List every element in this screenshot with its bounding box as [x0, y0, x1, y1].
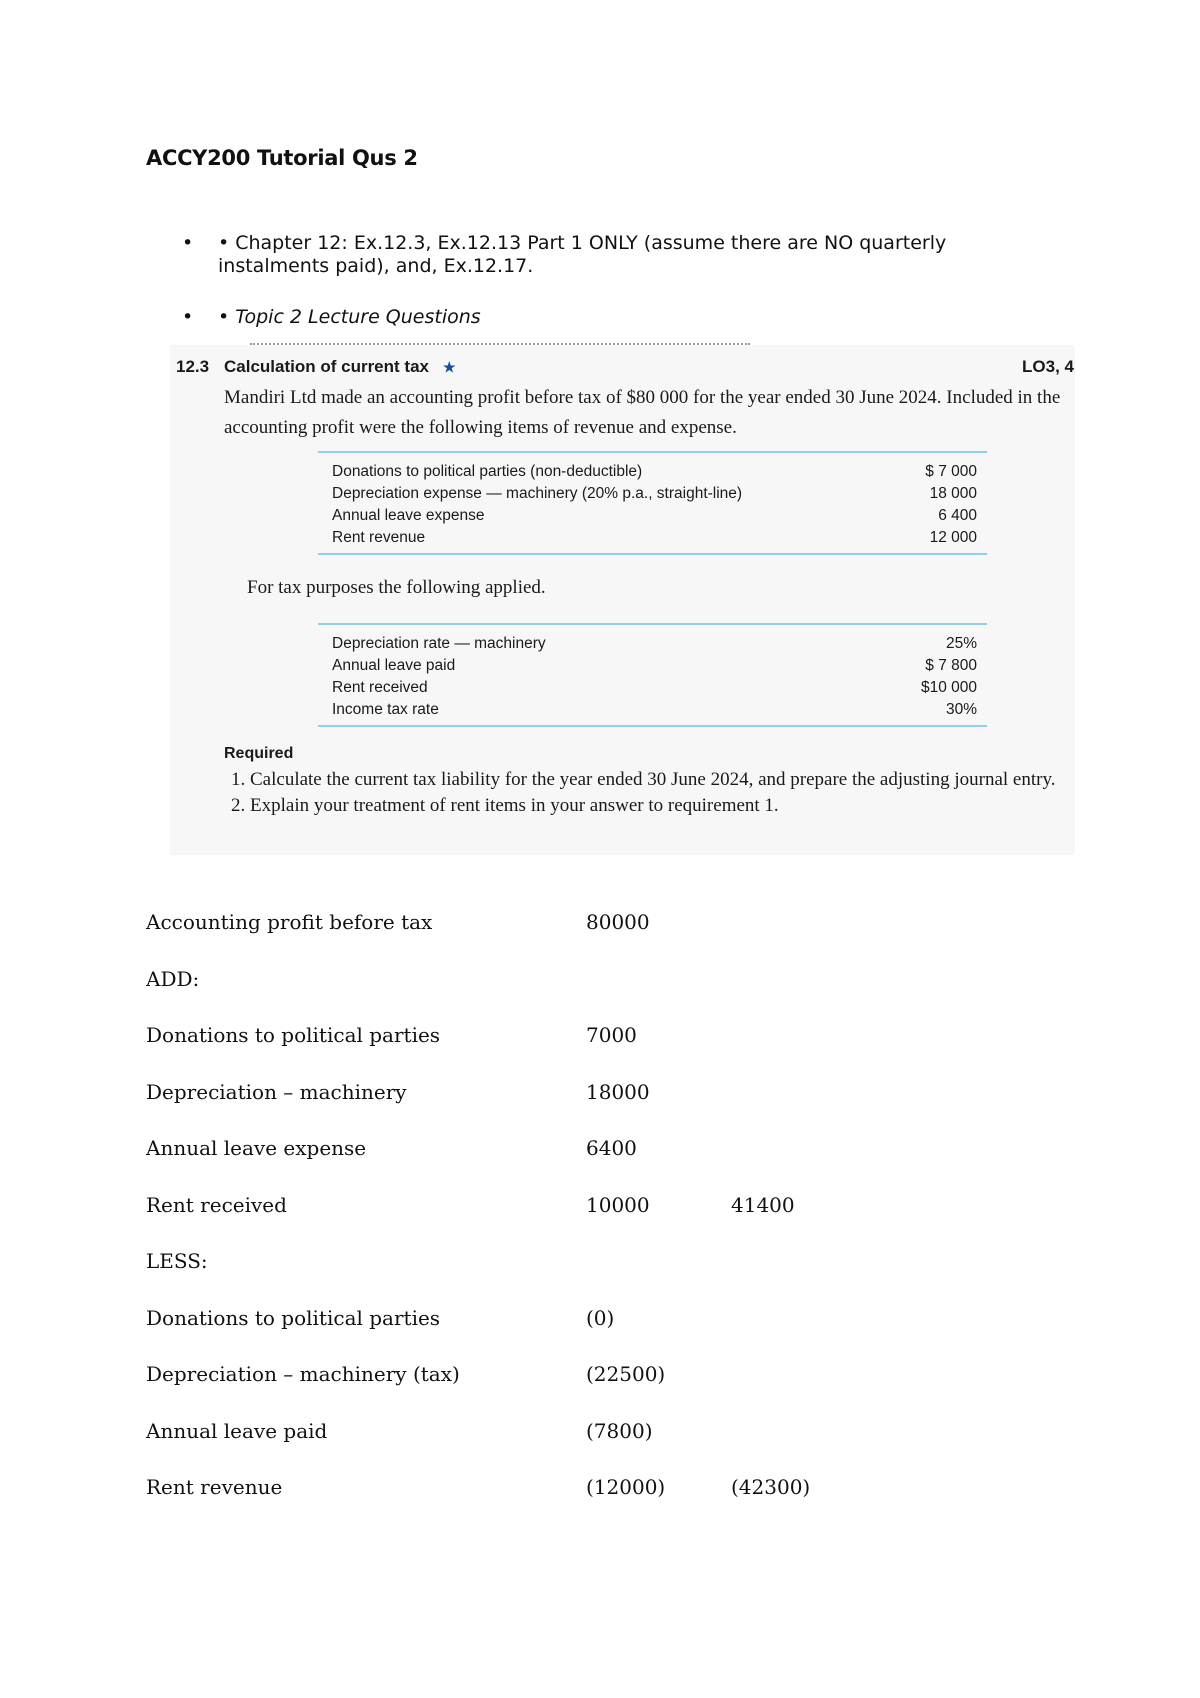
working-row: Annual leave paid (7800) [146, 1418, 653, 1443]
task-list [146, 232, 1046, 357]
table-row: Depreciation rate — machinery 25% [332, 635, 977, 652]
exercise-title: Calculation of current tax ★ [224, 357, 456, 376]
exercise-intro: Mandiri Ltd made an accounting profit before tax of $80 000 for the year ended 30 June 2024. Included in the accounting profit were the following items of revenue and expense. [224, 387, 1061, 438]
textbook-excerpt [170, 345, 1075, 855]
working-row: Accounting profit before tax 80000 [146, 910, 650, 934]
working-row: Rent received 10000 41400 [146, 1192, 795, 1217]
required-section [224, 745, 1074, 819]
tax-items-table [318, 623, 987, 727]
table-row: Annual leave paid $ 7 800 [332, 657, 977, 674]
table-row: Rent revenue 12 000 [332, 529, 977, 546]
required-heading: Required [224, 745, 294, 762]
task-text: Topic 2 Lecture Questions [235, 306, 481, 328]
tax-working [146, 910, 1046, 1532]
bullet-marker: • [182, 232, 194, 254]
working-row: Rent revenue (12000) (42300) [146, 1475, 811, 1499]
task-item-lecture [146, 306, 1046, 329]
task-text: Chapter 12: Ex.12.3, Ex.12.13 Part 1 ONLY (assume there are NO quarterly instalments paid), and, Ex.12.17. [218, 232, 947, 277]
table-row: Depreciation expense — machinery (20% p.a., straight-line) 18 000 [332, 485, 977, 502]
inner-bullet-marker: • [218, 306, 230, 328]
document-title: ACCY200 Tutorial Qus 2 [146, 146, 418, 170]
table-row: Income tax rate 30% [332, 701, 977, 718]
required-item: 2. Explain your treatment of rent items in your answer to requirement 1. [250, 793, 1074, 819]
required-item: 1. Calculate the current tax liability for the year ended 30 June 2024, and prepare the adjusting journal entry. [250, 767, 1074, 793]
working-row: Depreciation – machinery 18000 [146, 1079, 650, 1104]
bullet-marker: • [182, 306, 194, 328]
working-row: Annual leave expense 6400 [146, 1136, 637, 1160]
working-row: Depreciation – machinery (tax) (22500) [146, 1362, 666, 1386]
working-row: LESS: [146, 1249, 208, 1273]
table-row: Annual leave expense 6 400 [332, 507, 977, 524]
task-item-chapter [146, 232, 1046, 278]
working-row: Donations to political parties 7000 [146, 1023, 637, 1047]
cropped-text-line [250, 343, 750, 351]
star-icon: ★ [442, 359, 456, 375]
tax-purposes-intro: For tax purposes the following applied. [247, 577, 546, 598]
exercise-number: 12.3 [176, 357, 210, 376]
learning-outcomes: LO3, 4 [1022, 357, 1074, 376]
table-row: Rent received $10 000 [332, 679, 977, 696]
required-list [224, 767, 1074, 819]
revenue-expense-table [318, 451, 987, 555]
working-row: Donations to political parties (0) [146, 1305, 615, 1330]
working-row: ADD: [146, 966, 200, 991]
inner-bullet-marker: • [218, 232, 230, 254]
table-row: Donations to political parties (non-deductible) $ 7 000 [332, 463, 977, 480]
